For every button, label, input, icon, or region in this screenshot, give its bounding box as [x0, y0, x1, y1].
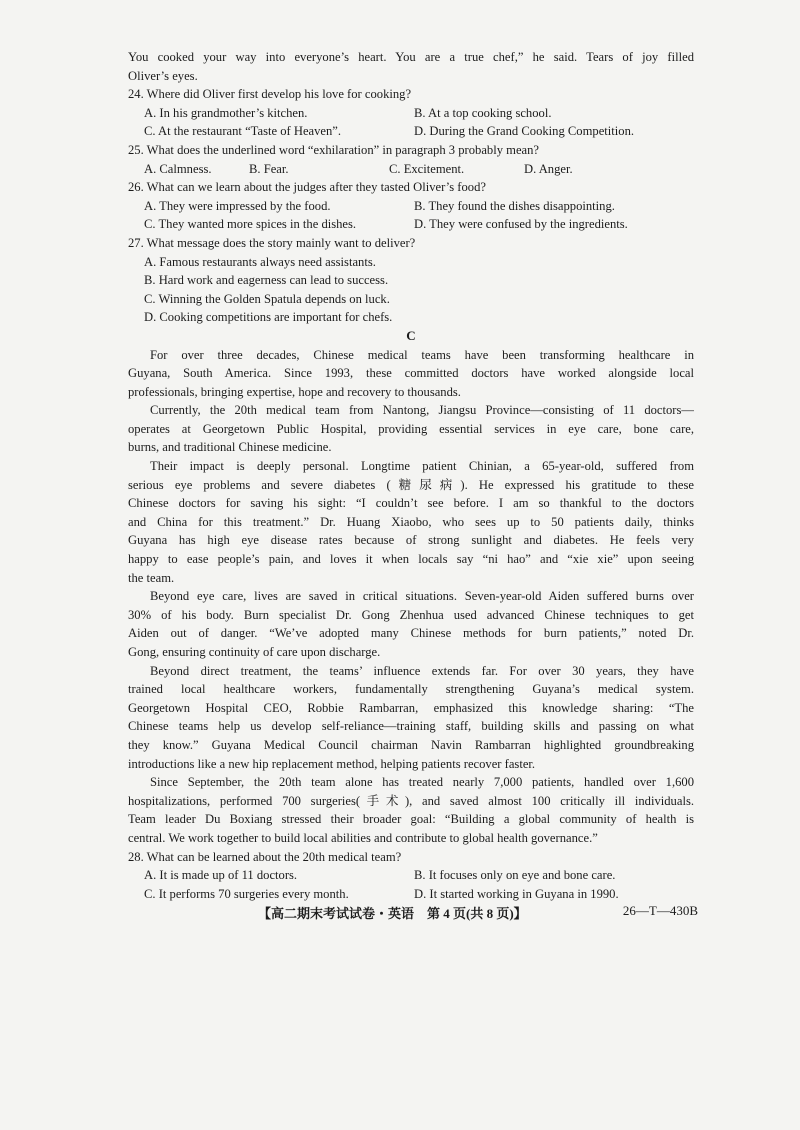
passage-line: and China for this treatment.” Dr. Huang Xiaobo, who sees up to 50 patients daily, thinks — [128, 514, 694, 529]
footer-code: 26—T—430B — [622, 903, 698, 918]
option-b: B. Fear. — [249, 161, 289, 176]
intro-line: Oliver’s eyes. — [128, 68, 198, 83]
passage-line: introductions like a new hip replacement method, helping patients recover faster. — [128, 756, 536, 771]
passage-line: Chinese doctors for saving his sight: “I couldn’t see before. I am so thankful to the doctors — [128, 496, 694, 511]
option-a: A. Calmness. — [144, 161, 212, 176]
passage-line: trained local healthcare workers, fundamentally strengthening Guyana’s medical system. — [128, 682, 694, 697]
footer-title: 【高二期末考试试卷・英语 第 4 页(共 8 页)】 — [258, 906, 527, 921]
question-26-options-row — [128, 215, 694, 234]
passage-line: Georgetown Hospital CEO, Robbie Rambarran, emphasized this knowledge sharing: “The — [128, 700, 694, 715]
passage-line: Their impact is deeply personal. Longtime patient Chinian, a 65-year-old, suffered from — [150, 459, 694, 474]
question-28-options-row — [128, 885, 694, 904]
option-b: B. It focuses only on eye and bone care. — [414, 868, 616, 883]
question-26-options-row — [128, 197, 694, 216]
passage-paragraph-6 — [128, 773, 694, 847]
passage-paragraph-2 — [128, 401, 694, 457]
passage-line: they know.” Guyana Medical Council chairman Navin Rambarran highlighted groundbreaking — [128, 737, 694, 752]
question-24-options-row — [128, 104, 694, 123]
option-d: D. It started working in Guyana in 1990. — [414, 886, 619, 901]
passage-paragraph-1 — [128, 346, 694, 402]
passage-line: Gong, ensuring continuity of care upon discharge. — [128, 645, 381, 659]
option-b: B. Hard work and eagerness can lead to success. — [144, 273, 389, 288]
option-a: A. They were impressed by the food. — [144, 198, 331, 213]
option-d: D. Anger. — [524, 161, 573, 176]
passage-paragraph-3 — [128, 457, 694, 587]
question-28-options-row — [128, 866, 694, 885]
question-28-stem: 28. What can be learned about the 20th medical team? — [128, 849, 402, 864]
section-c-heading: C — [406, 327, 416, 343]
passage-line: Currently, the 20th medical team from Nantong, Jiangsu Province—consisting of 11 doctors— — [150, 403, 694, 418]
passage-line: serious eye problems and severe diabetes (糖尿病). He expressed his gratitude to these — [128, 477, 694, 492]
option-c: C. At the restaurant “Taste of Heaven”. — [144, 124, 342, 139]
option-d: D. They were confused by the ingredients. — [414, 217, 628, 232]
passage-line: professionals, bringing expertise, hope and recovery to thousands. — [128, 384, 461, 399]
passage-paragraph-5 — [128, 662, 694, 774]
page-footer — [258, 903, 698, 922]
option-b: B. They found the dishes disappointing. — [414, 198, 615, 213]
option-b: B. At a top cooking school. — [414, 105, 552, 120]
intro-line: You cooked your way into everyone’s heart. You are a true chef,” he said. Tears of joy filled — [128, 50, 694, 64]
passage-line: Aiden out of danger. “We’ve adopted many Chinese methods for burn patients,” noted Dr. — [128, 626, 694, 641]
option-d: D. During the Grand Cooking Competition. — [414, 124, 635, 139]
question-25-options-row — [128, 160, 694, 179]
option-c: C. It performs 70 surgeries every month. — [144, 886, 349, 901]
option-c: C. Excitement. — [389, 161, 465, 176]
passage-line: Chinese teams help us develop self-reliance—training staff, building skills and passing on what — [128, 719, 694, 734]
question-24-options-row — [128, 122, 694, 141]
option-a: A. It is made up of 11 doctors. — [144, 868, 298, 883]
option-c: C. Winning the Golden Spatula depends on luck. — [144, 291, 390, 306]
question-26-stem: 26. What can we learn about the judges after they tasted Oliver’s food? — [128, 180, 486, 195]
passage-paragraph-4 — [128, 587, 694, 661]
passage-line: hospitalizations, performed 700 surgeries(手术), and saved almost 100 critically ill individuals. — [128, 793, 694, 808]
page-content — [128, 48, 694, 903]
passage-line: Beyond eye care, lives are saved in critical situations. Seven-year-old Aiden suffered burns over — [150, 589, 694, 604]
passage-line: Since September, the 20th team alone has treated nearly 7,000 patients, handled over 1,600 — [150, 775, 694, 790]
passage-line: Team leader Du Boxiang stressed their broader goal: “Building a global community of health is — [128, 812, 694, 827]
passage-line: central. We work together to build local abilities and contribute to global health governance.” — [128, 830, 598, 845]
question-25-stem: 25. What does the underlined word “exhilaration” in paragraph 3 probably mean? — [128, 142, 540, 157]
option-a: A. In his grandmother’s kitchen. — [144, 105, 308, 120]
question-24-stem: 24. Where did Oliver first develop his love for cooking? — [128, 87, 412, 102]
passage-line: Guyana, South America. Since 1993, these committed doctors have worked alongside local — [128, 366, 694, 381]
passage-line: burns, and traditional Chinese medicine. — [128, 440, 332, 455]
option-a: A. Famous restaurants always need assistants. — [144, 254, 376, 269]
passage-line: For over three decades, Chinese medical teams have been transforming healthcare in — [150, 347, 694, 362]
passage-line: 30% of his body. Burn specialist Dr. Gong Zhenhua used advanced Chinese techniques to get — [128, 607, 694, 622]
option-c: C. They wanted more spices in the dishes. — [144, 217, 357, 232]
passage-line: operates at Georgetown Public Hospital, providing essential services in eye care, bone care, — [128, 421, 694, 436]
passage-line: Beyond direct treatment, the teams’ influence extends far. For over 30 years, they have — [150, 663, 694, 678]
question-27-stem: 27. What message does the story mainly want to deliver? — [128, 235, 416, 250]
passage-line: the team. — [128, 570, 175, 585]
passage-line: happy to ease people’s pain, and loves it when locals say “ni hao” and “xie xie” upon seeing — [128, 552, 694, 567]
option-d: D. Cooking competitions are important for chefs. — [144, 310, 393, 325]
passage-line: Guyana has high eye disease rates because of strong sunlight and diabetes. He feels very — [128, 533, 694, 548]
